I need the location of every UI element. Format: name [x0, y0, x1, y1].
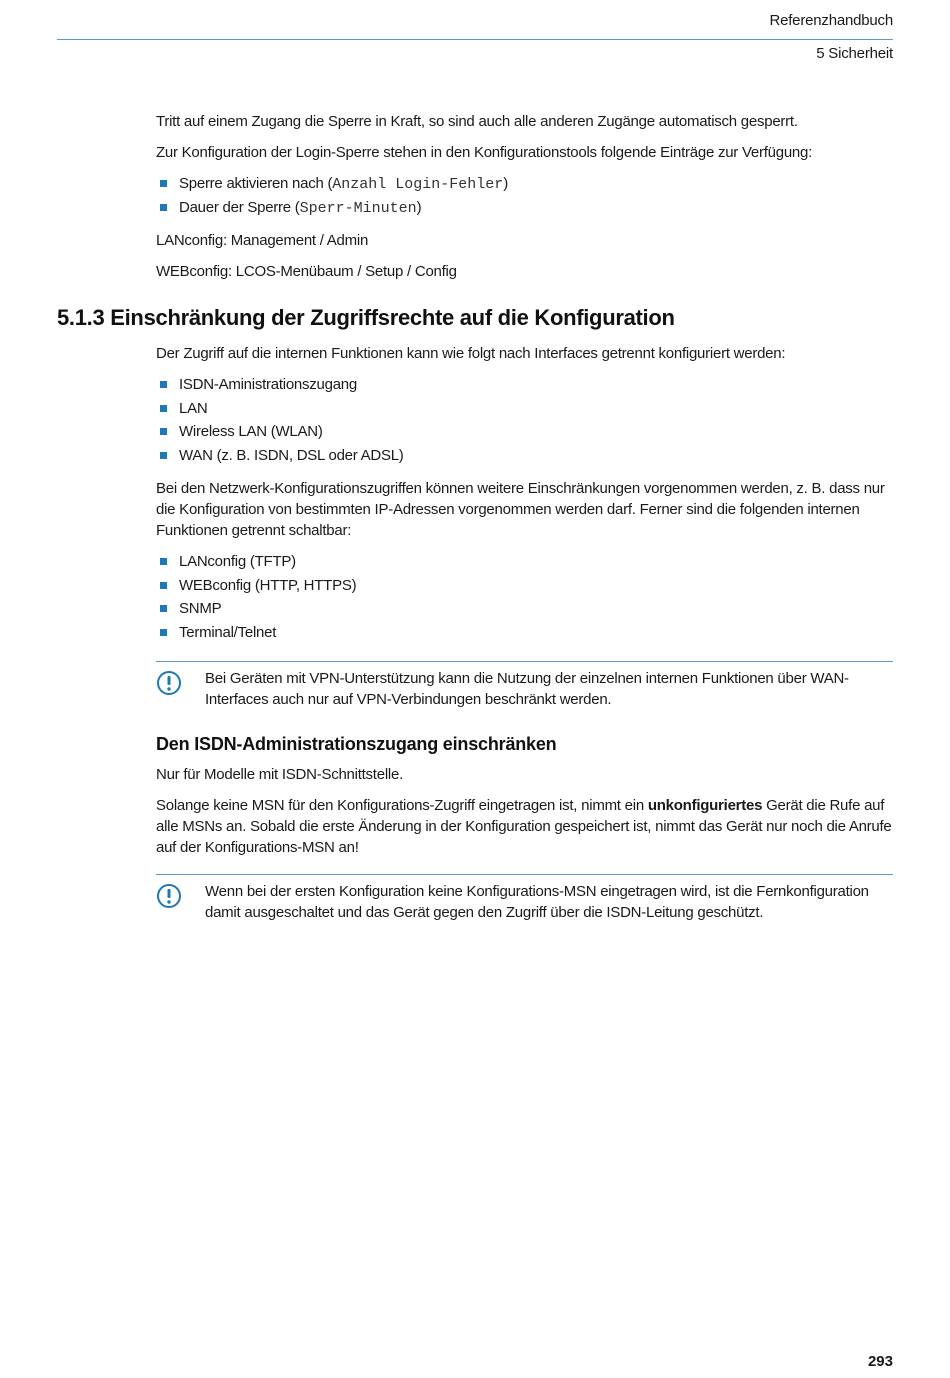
section-heading: 5.1.3 Einschränkung der Zugriffsrechte auf die Konfiguration — [57, 305, 675, 330]
exclamation-circle-icon — [156, 670, 182, 696]
square-bullet-icon — [160, 405, 167, 412]
msn-text-bold: unkonfiguriertes — [647, 797, 763, 814]
square-bullet-icon — [160, 428, 167, 435]
webconfig-path: WEBconfig: LCOS-Menübaum / Setup / Config — [156, 263, 457, 280]
list-item-text: WAN (z. B. ISDN, DSL oder ADSL) — [179, 446, 404, 464]
config-intro-paragraph: Zur Konfiguration der Login-Sperre stehen in den Konfigurationstools folgende Einträge zur Verfügung: — [156, 144, 813, 161]
entry-suffix: ) — [416, 198, 422, 216]
note-text: Bei Geräten mit VPN-Unterstützung kann die Nutzung der einzelnen internen Funktionen über WAN-Interfaces auch nur auf VPN-Verbindungen beschränkt werden. — [205, 670, 849, 708]
list-item — [156, 421, 893, 445]
entry-label: Dauer der Sperre ( — [179, 198, 300, 216]
restrictions-paragraph: Bei den Netzwerk-Konfigurationszugriffen können weitere Einschränkungen vorgenommen werden, z. B. dass nur die Konfiguration von bestimmten IP-Adressen vorgenommen werden darf. Ferner sind die folgenden internen Funktionen getrennt schaltbar: — [156, 480, 885, 539]
intro-paragraph: Tritt auf einem Zugang die Sperre in Kraft, so sind auch alle anderen Zugänge automatisch gesperrt. — [156, 113, 798, 130]
login-lock-entries-list — [156, 173, 893, 220]
interfaces-intro-paragraph: Der Zugriff auf die internen Funktionen kann wie folgt nach Interfaces getrennt konfiguriert werden: — [156, 345, 786, 362]
page-content — [57, 111, 893, 943]
msn-text-start: Solange keine MSN für den Konfigurations-Zugriff eingetragen ist, nimmt ein — [156, 797, 648, 814]
entry-code: Sperr-Minuten — [299, 199, 417, 217]
page-number: 293 — [867, 1353, 893, 1370]
list-item-text: Wireless LAN (WLAN) — [179, 423, 323, 440]
exclamation-circle-icon — [156, 883, 182, 909]
list-item — [156, 374, 893, 398]
note-box-msn — [156, 874, 893, 923]
list-item — [156, 622, 893, 646]
square-bullet-icon — [160, 629, 167, 636]
entry-suffix: ) — [503, 175, 509, 192]
running-header-chapter: 5 Sicherheit — [816, 45, 893, 62]
interfaces-list — [156, 374, 893, 468]
header-rule — [57, 39, 893, 40]
models-paragraph: Nur für Modelle mit ISDN-Schnittstelle. — [156, 766, 403, 783]
list-item-text: WEBconfig (HTTP, HTTPS) — [179, 576, 357, 594]
list-item-text: Terminal/Telnet — [179, 623, 277, 641]
entry-label: Sperre aktivieren nach ( — [179, 175, 333, 192]
list-item — [156, 551, 893, 575]
entry-code: Anzahl Login-Fehler — [332, 176, 504, 193]
square-bullet-icon — [160, 204, 167, 211]
list-item-text: ISDN-Aministrationszugang — [179, 376, 357, 393]
note-box-vpn — [156, 661, 893, 710]
list-item-text: LAN — [179, 399, 208, 417]
square-bullet-icon — [160, 582, 167, 589]
running-header-title: Referenzhandbuch — [769, 12, 893, 29]
list-item — [156, 445, 893, 469]
list-item — [156, 173, 893, 197]
list-item — [156, 575, 893, 599]
square-bullet-icon — [160, 605, 167, 612]
subsection-heading: Den ISDN-Administrationszugang einschränken — [156, 734, 557, 754]
lanconfig-path: LANconfig: Management / Admin — [156, 232, 369, 249]
square-bullet-icon — [160, 452, 167, 459]
square-bullet-icon — [160, 381, 167, 388]
square-bullet-icon — [160, 180, 167, 187]
list-item — [156, 598, 893, 622]
list-item-text: LANconfig (TFTP) — [179, 553, 296, 570]
list-item — [156, 197, 893, 221]
functions-list — [156, 551, 893, 645]
msn-text-end: Gerät die Rufe auf alle MSNs an. Sobald die erste Änderung in der Konfiguration gespeichert ist, nimmt das Gerät nur noch die Anrufe auf der Konfigurations-MSN an! — [156, 797, 892, 856]
list-item-text: SNMP — [179, 600, 222, 617]
note-text: Wenn bei der ersten Konfiguration keine Konfigurations-MSN eingetragen wird, ist die Fernkonfiguration damit ausgeschaltet und das Gerät gegen den Zugriff über die ISDN-Leitung geschützt. — [205, 883, 869, 921]
list-item — [156, 398, 893, 422]
msn-paragraph — [156, 795, 893, 858]
square-bullet-icon — [160, 558, 167, 565]
